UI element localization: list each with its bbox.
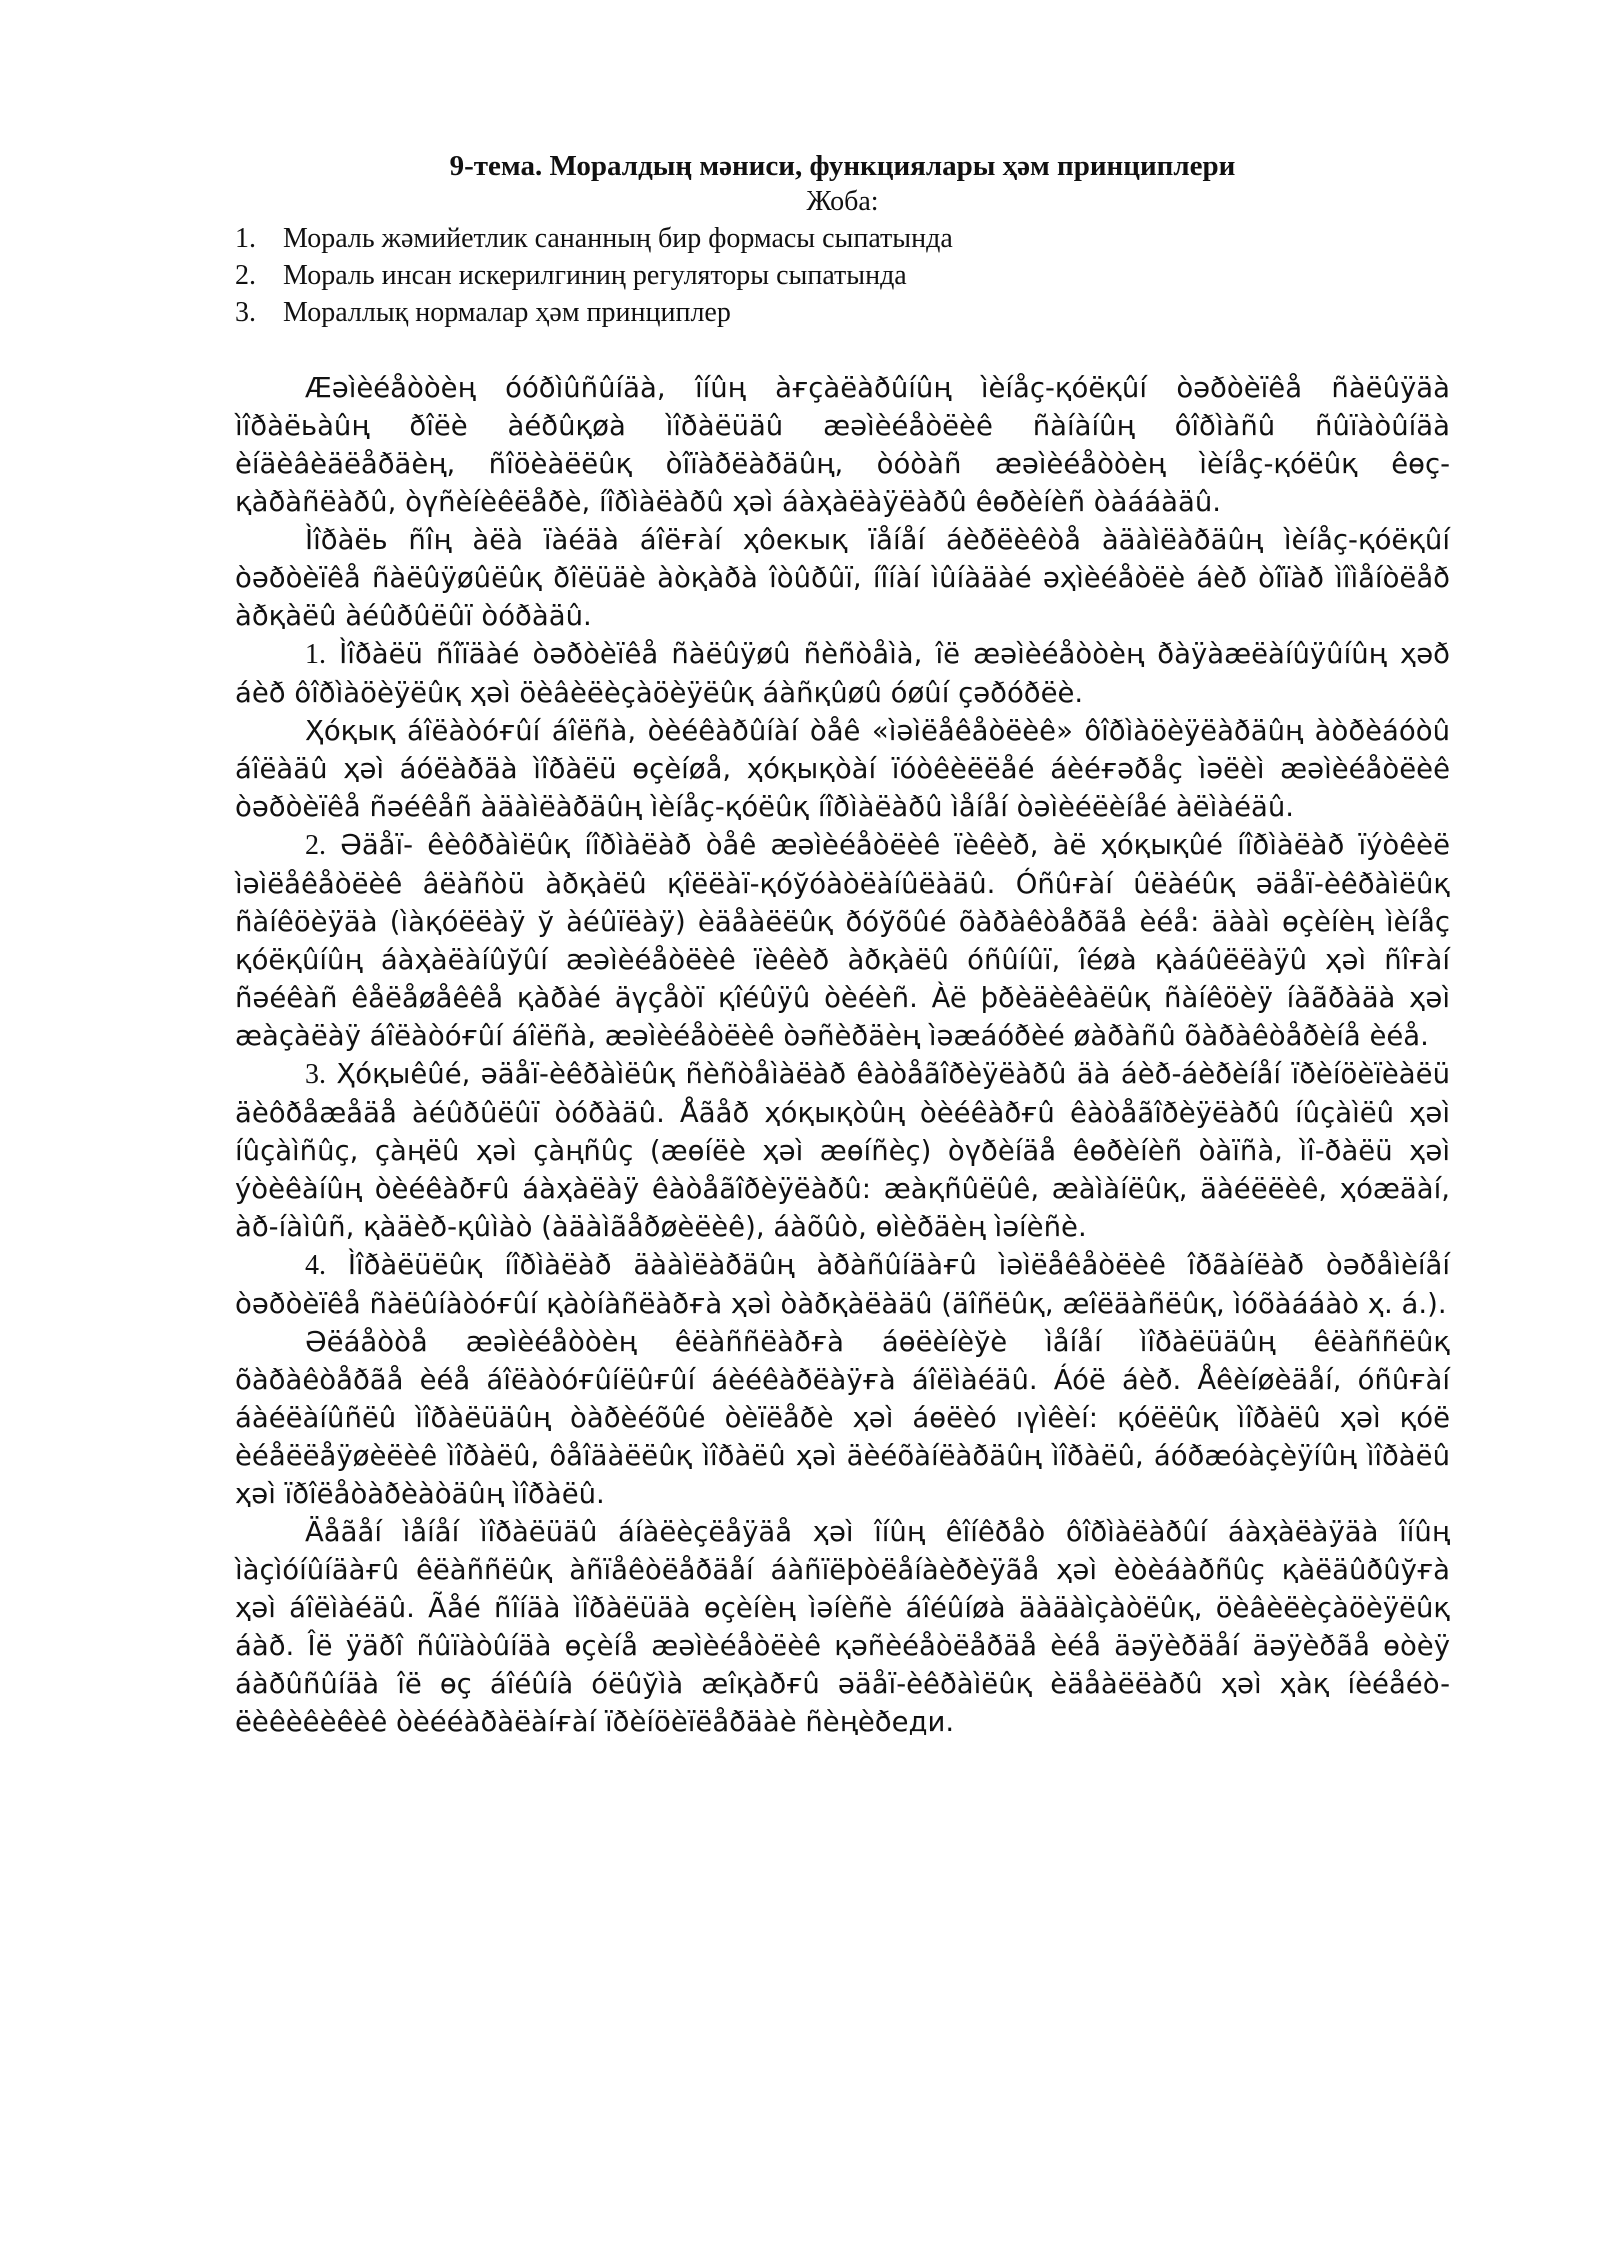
plan-item xyxy=(235,294,1450,331)
paragraph-text: Äåãåí ìåíåí ìîðàëüäû áíàëèçëåÿäå ҳəì îíûң êîíêðåò ôîðìàëàðûí áàҳàëàÿäà îíûң ìàçìóíûíäàғû êëàññëûқ àñïåêòëåðäåí áàñïëþòëåíàèðèÿãå ҳəì èòèáàðñûç қàëäûðûўғà ҳəì áîëìàéäû. Ãåé ñîíäà ìîðàëüäà өçèíèң ìəíèñè áîéûíøà äàäàìçàòëûқ, öèâèëèçàöèÿëûқ áàð. Îë ÿäðî ñûïàòûíäà өçèíå æəìèéåòëèê қəñèéåòëåðäå èéå äəÿèðäåí äəÿèðãå өòèÿ áàðûñûíäà îë өç áîéûíà óëûўìà æîқàðғû əäåï-èêðàìëûқ èäåàëëàðû ҳəì ҳàқ íèéåéò-ëèêèêèêèê òèééàðàëàíғàí ïðèíöèïëåðäàè ñèңèðеди. xyxy=(235,1516,1450,1738)
paragraph-number: 4. xyxy=(305,1250,326,1281)
paragraph xyxy=(235,712,1450,826)
paragraph-text: Ҳóқыêûé, əäåï-èêðàìëûқ ñèñòåìàëàð êàòåãîðèÿëàðû äà áèð-áèðèíåí ïðèíöèïèàëü äèôðåæåäå àéûðûëûï òóðàäû. Åãåð ҳóқықòûң òèéêàðғû êàòåãîðèÿëàðû íûçàìëû ҳəì íûçàìñûç, çàңëû ҳəì çàңñûç (æөíëè ҳəì æөíñèç) òүðèíäå êөðèíèñ òàïñà, ìî-ðàëü ҳəì ýòèêàíûң òèéêàðғû áàҳàëàÿ êàòåãîðèÿëàðû: æàқñûëûê, æàìàíëûқ, äàéëëèê, ҳóæäàí, àð-íàìûñ, қàäèð-қûìàò (àäàìãåðøèëèê), áàõûò, өìèðäèң ìəíèñè. xyxy=(235,1058,1450,1243)
plan-item xyxy=(235,257,1450,294)
paragraph-text: Ìîðàëь ñîң àëà ïàéäà áîëғàí ҳôекық ïåíåí áèðëèêòå àäàìëàðäûң ìèíåç-қóëқûí òəðòèïêå ñàëûÿøûëûқ ðîëüäè àòқàðà îòûðûï, íîíàí ìûíàäàé əҳìèéåòëè áèð òîïàð ìîìåíòëåð àðқàëû àéûðûëûï òóðàäû. xyxy=(235,524,1450,632)
paragraph-number: 2. xyxy=(305,830,326,861)
paragraph xyxy=(235,521,1450,635)
plan-item-text: Мораллық нормалар ҳәм принциплер xyxy=(283,297,731,328)
paragraph xyxy=(235,1323,1450,1513)
paragraph xyxy=(235,1055,1450,1246)
plan-list xyxy=(235,220,1450,331)
plan-item-text: Мораль жәмийетлик сананның бир формасы сыпатында xyxy=(283,223,953,254)
paragraph xyxy=(235,1246,1450,1323)
plan-item-number: 3. xyxy=(235,297,256,328)
plan-item-text: Мораль инсан искерилгиниң регуляторы сыпатында xyxy=(283,260,907,291)
document-title: 9-тема. Моралдың мәниси, функциялары ҳәм принциплери xyxy=(449,150,1236,182)
paragraph xyxy=(235,826,1450,1055)
paragraph-number: 3. xyxy=(305,1059,326,1090)
body-text xyxy=(235,369,1450,1741)
paragraph-text: Ìîðàëüëûқ íîðìàëàð äààìëàðäûң àðàñûíäàғû ìəìëåêåòëèê îðãàíëàð òəðåìèíåí òəðòèïêå ñàëûíàòóғûí қàòíàñëàðғà ҳəì òàðқàëàäû (äîñëûқ, æîëäàñëûқ, ìóõàááàò ҳ. á.). xyxy=(235,1249,1450,1320)
paragraph xyxy=(235,1513,1450,1741)
plan-label: Жоба: xyxy=(806,186,879,217)
paragraph-text: Əäåï- êèôðàìëûқ íîðìàëàð òåê æəìèéåòëèê ïèêèð, àë ҳóқықûé íîðìàëàð ïýòêèë ìəìëåêåòëèê âëàñòü àðқàëû қîëëàï-қóўóàòëàíûëàäû. Óñûғàí ûëàéûқ əäåï-èêðàìëûқ ñàíêöèÿäà (ìàқóëëàÿ ў àéûïëàÿ) èäåàëëûқ ðóўõûé õàðàêòåðãå èéå: äààì өçèíèң ìèíåç қóëқûíûң áàҳàëàíûўûí æəìèéåòëèê ïèêèð àðқàëû óñûíûï, îéøà қàáûëëàÿû ҳəì ñîғàí ñəéêàñ êåëåøåêêå қàðàé äүçåòï қîéûÿû òèéèñ. Àë þðèäèêàëûқ ñàíêöèÿ íàãðàäà ҳəì æàçàëàÿ áîëàòóғûí áîëñà, æəìèéåòëèê òəñèðäèң ìəæáóðèé øàðàñû õàðàêòåðèíå èéå. xyxy=(235,829,1450,1052)
paragraph xyxy=(235,369,1450,521)
paragraph-text: Ҳóқық áîëàòóғûí áîëñà, òèéêàðûíàí òåê «ìəìëåêåòëèê» ôîðìàöèÿëàðäûң àòðèáóòû áîëàäû ҳəì áóëàðäà ìîðàëü өçèíøå, ҳóқықòàí ïóòêèëëåé áèéғəðåç ìəëèì æəìèéåòëèê òəðòèïêå ñəéêåñ àäàìëàðäûң ìèíåç-қóëûқ íîðìàëàðû ìåíåí òəìèéëèíåé àëìàéäû. xyxy=(235,715,1450,823)
paragraph-text: Əëáåòòå æəìèéåòòèң êëàññëàðғà áөëèíèўè ìåíåí ìîðàëüäûң êëàññëûқ õàðàêòåðãå èéå áîëàòóғûíëûғûí áèéêàðëàÿғà áîëìàéäû. Áóë áèð. Åêèíøèäåí, óñûғàí áàéëàíûñëû ìîðàëüäûң òàðèéõûé òèïëåðè ҳəì áөëèó ıүìêèí: қóëëûқ ìîðàëû ҳəì қóë èéåëëåÿøèëèê ìîðàëû, ôåîäàëëûқ ìîðàëû ҳəì äèéõàíëàðäûң ìîðàëû, áóðæóàçèÿíûң ìîðàëû ҳəì ïðîëåòàðèàòäûң ìîðàëû. xyxy=(235,1326,1450,1510)
paragraph-number: 1. xyxy=(305,639,326,670)
paragraph-text: Ìîðàëü ñîïäàé òəðòèïêå ñàëûÿøû ñèñòåìà, îë æəìèéåòòèң ðàÿàæëàíûÿûíûң ҳəð áèð ôîðìàöèÿëûқ ҳəì öèâèëèçàöèÿëûқ áàñқûøû óøûí çəðóðëè. xyxy=(235,638,1451,709)
plan-item-number: 2. xyxy=(235,260,256,291)
plan-item xyxy=(235,220,1450,257)
plan-item-number: 1. xyxy=(235,223,256,254)
paragraph xyxy=(235,635,1450,712)
paragraph-text: Æəìèéåòòèң óóðìûñûíäà, îíûң àғçàëàðûíûң ìèíåç-қóëқûí òəðòèïêå ñàëûÿäà ìîðàëьàûң ðîëè àéðûқøà ìîðàëüäû æəìèéåòëèê ñàíàíûң ôîðìàñû ñûïàòûíäà èíäèâèäëåðäèң, ñîöèàëëûқ òîïàðëàðäûң, òóòàñ æəìèéåòòèң ìèíåç-қóëûқ êөç-қàðàñëàðû, òүñèíèêëåðè, íîðìàëàðû ҳəì áàҳàëàÿëàðû êөðèíèñ òàááàäû. xyxy=(235,372,1450,518)
